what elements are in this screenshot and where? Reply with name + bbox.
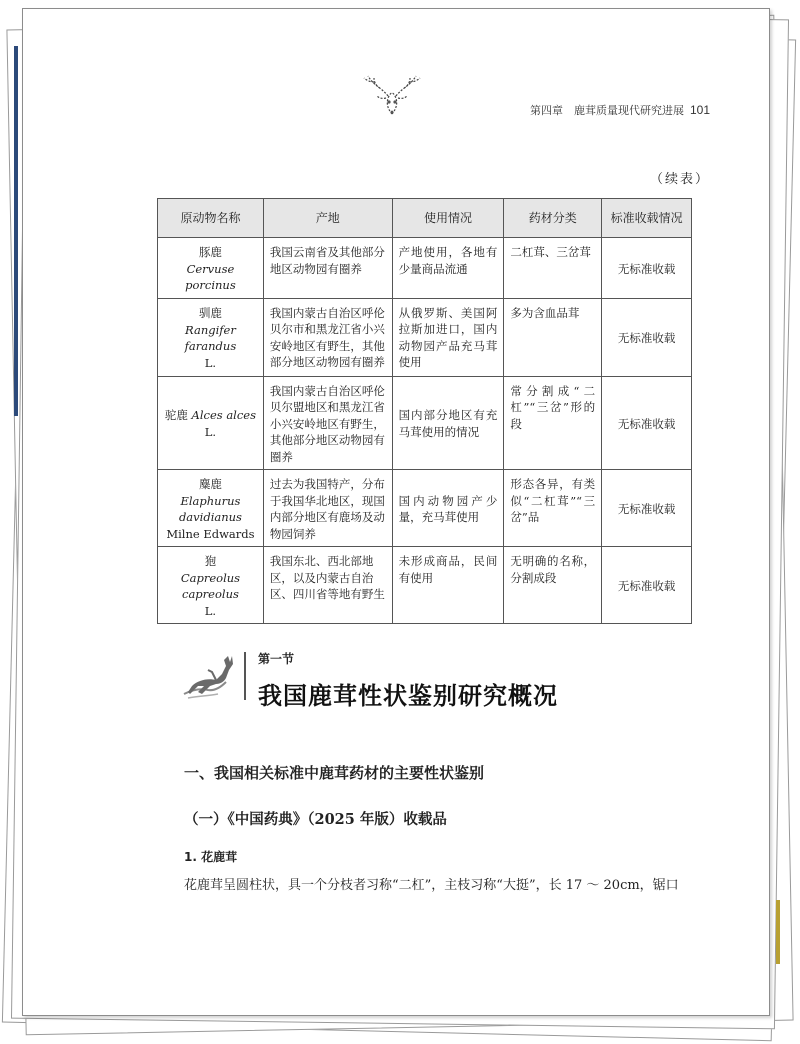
table-continued-label: （续表） bbox=[649, 172, 710, 187]
table-row bbox=[158, 376, 692, 470]
cell-animal bbox=[158, 470, 264, 547]
col-header-usage: 使用情况 bbox=[392, 199, 504, 238]
animal-name-cn: 驯鹿 bbox=[198, 306, 222, 320]
cell-origin: 我国内蒙古自治区呼伦贝尔市和黑龙江省小兴安岭地区有野生，其他部分地区动物园有圈养 bbox=[263, 298, 392, 376]
animal-name-cn: 麋鹿 bbox=[198, 477, 222, 491]
cell-animal bbox=[158, 376, 264, 470]
col-header-standard: 标准收载情况 bbox=[602, 199, 692, 238]
chapter-title: 第四章 鹿茸质量现代研究进展 bbox=[529, 104, 684, 117]
heading-level-2: （一）《中国药典》（2025 年版）收载品 bbox=[184, 811, 447, 828]
table-row bbox=[158, 298, 692, 376]
animal-name-author: Milne Edwards bbox=[166, 526, 255, 541]
heading-level-1: 一、我国相关标准中鹿茸药材的主要性状鉴别 bbox=[184, 764, 485, 782]
cell-standard: 无标准收载 bbox=[602, 376, 692, 470]
cell-animal bbox=[158, 238, 264, 299]
animal-source-table bbox=[157, 198, 692, 624]
cell-animal bbox=[158, 298, 264, 376]
cell-category: 二杠茸、三岔茸 bbox=[504, 238, 602, 299]
table-row bbox=[158, 547, 692, 624]
cell-category: 常分割成“二杠”“三岔”形的段 bbox=[504, 376, 602, 470]
section-title: 我国鹿茸性状鉴别研究概况 bbox=[258, 682, 558, 710]
col-header-category: 药材分类 bbox=[504, 199, 602, 238]
cell-origin: 过去为我国特产，分布于我国华北地区，现国内部分地区有鹿场及动物园饲养 bbox=[263, 470, 392, 547]
table-header-row bbox=[158, 199, 692, 238]
cell-origin: 我国云南省及其他部分地区动物园有圈养 bbox=[263, 238, 392, 299]
heading-level-3: 1. 花鹿茸 bbox=[184, 850, 238, 864]
cell-standard: 无标准收载 bbox=[602, 470, 692, 547]
cell-category: 形态各异，有类似“二杠茸”“三岔”品 bbox=[504, 470, 602, 547]
table-row bbox=[158, 238, 692, 299]
col-header-animal: 原动物名称 bbox=[158, 199, 264, 238]
page-number: 101 bbox=[689, 103, 710, 117]
animal-name-latin: Cervuse porcinus bbox=[185, 261, 236, 292]
cell-standard: 无标准收载 bbox=[602, 547, 692, 624]
animal-name-cn: 驼鹿 bbox=[164, 408, 188, 423]
cell-origin: 我国内蒙古自治区呼伦贝尔盟地区和黑龙江省小兴安岭地区有野生，其他部分地区动物园有圈养 bbox=[263, 376, 392, 470]
animal-name-latin: Capreolus capreolus bbox=[180, 570, 241, 601]
cell-usage: 国内动物园产少量，充马茸使用 bbox=[392, 470, 504, 547]
body-paragraph: 花鹿茸呈圆柱状，具一个分枝者习称“二杠”，主枝习称“大挺”，长 17 ～ 20cm，锯口 bbox=[184, 878, 679, 893]
cell-standard: 无标准收载 bbox=[602, 298, 692, 376]
table-row bbox=[158, 470, 692, 547]
cell-usage: 产地使用，各地有少量商品流通 bbox=[392, 238, 504, 299]
animal-name-cn: 狍 bbox=[204, 554, 217, 568]
animal-name-author: L. bbox=[204, 603, 217, 618]
animal-name-cn: 豚鹿 bbox=[198, 245, 222, 259]
cell-category: 多为含血品茸 bbox=[504, 298, 602, 376]
deer-head-ornament-icon bbox=[362, 68, 422, 120]
cell-animal bbox=[158, 547, 264, 624]
cell-origin: 我国东北、西北部地区，以及内蒙古自治区、四川省等地有野生 bbox=[263, 547, 392, 624]
animal-name-author: L. bbox=[204, 424, 217, 439]
cell-category: 无明确的名称，分割成段 bbox=[504, 547, 602, 624]
page-edge-gold bbox=[776, 900, 780, 964]
animal-name-author: L. bbox=[204, 355, 217, 370]
section-divider bbox=[244, 652, 246, 700]
cell-usage: 国内部分地区有充马茸使用的情况 bbox=[392, 376, 504, 470]
col-header-origin: 产地 bbox=[263, 199, 392, 238]
cell-standard: 无标准收载 bbox=[602, 238, 692, 299]
leaping-deer-icon bbox=[178, 650, 240, 702]
animal-name-latin: Rangifer farandus bbox=[184, 322, 237, 353]
page-edge-blue bbox=[14, 46, 18, 416]
cell-usage: 未形成商品，民间有使用 bbox=[392, 547, 504, 624]
section-number: 第一节 bbox=[258, 652, 295, 666]
cell-usage: 从俄罗斯、美国阿拉斯加进口，国内动物园产品充马茸使用 bbox=[392, 298, 504, 376]
animal-name-latin: Elaphurus davidianus bbox=[178, 493, 242, 524]
running-head bbox=[520, 102, 710, 118]
animal-name-latin: Alces alces bbox=[191, 408, 256, 423]
